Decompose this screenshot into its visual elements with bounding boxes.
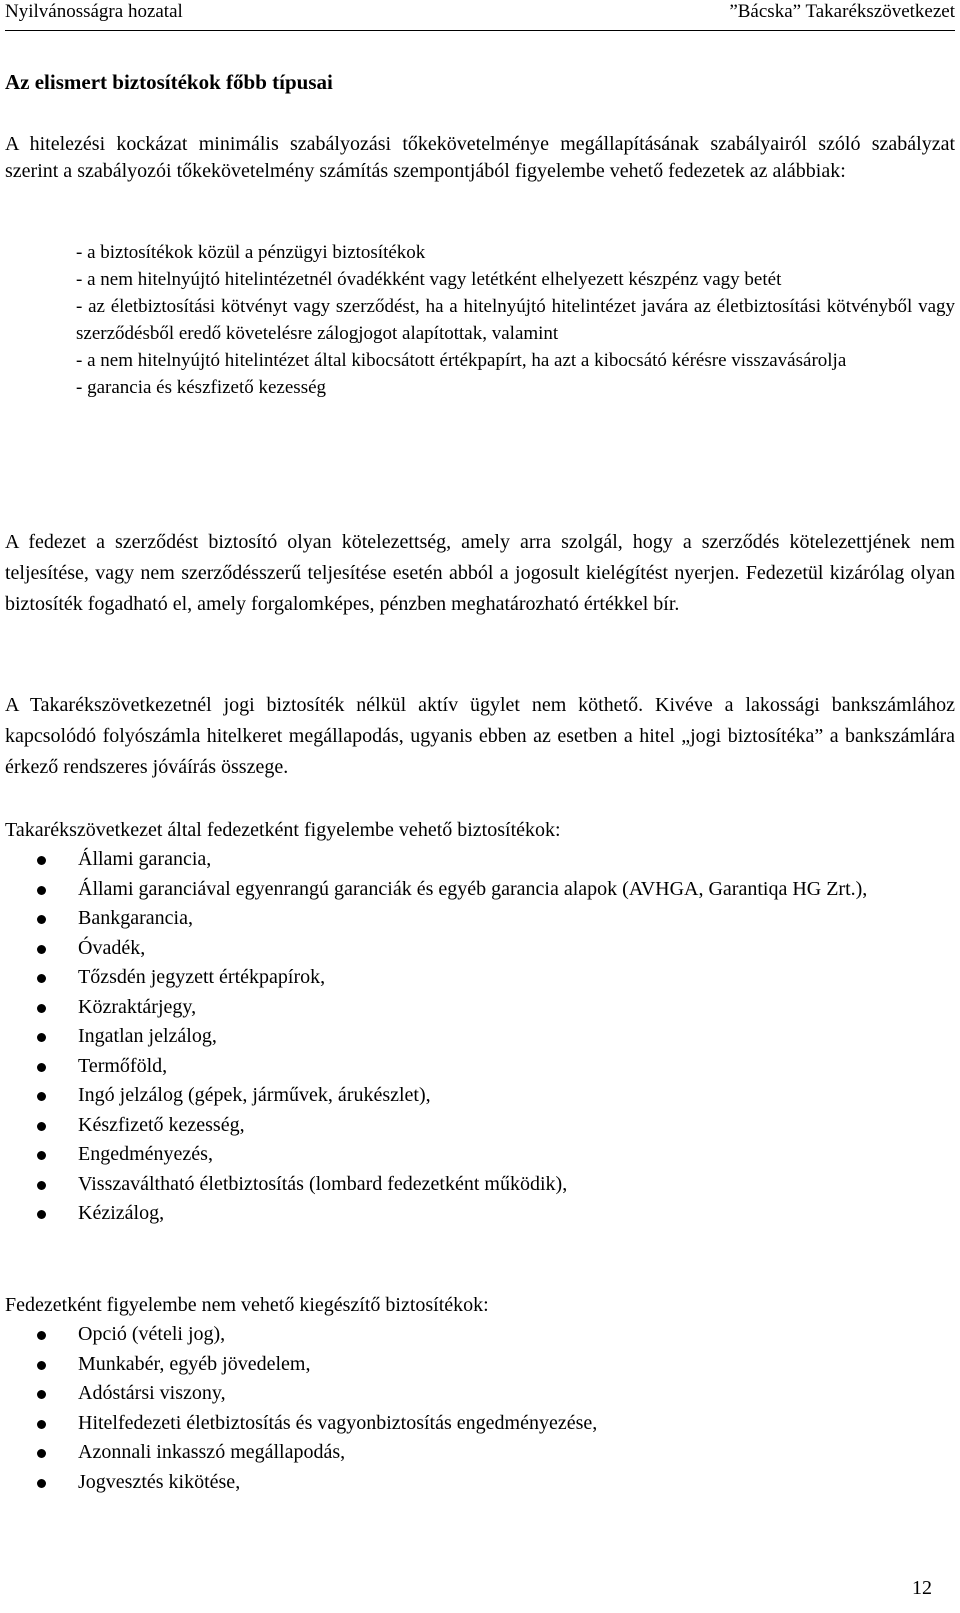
bullet-icon — [37, 1092, 46, 1101]
list-item-text: Hitelfedezeti életbiztosítás és vagyonbiztosítás engedményezése, — [78, 1411, 598, 1434]
list-item — [5, 1052, 955, 1082]
list-item-text: Állami garancia, — [78, 848, 212, 870]
bullet-icon — [37, 1122, 46, 1131]
dash-item: - a nem hitelnyújtó hitelintézetnél óvadékként vagy letétként elhelyezett készpénz vagy betét — [76, 269, 782, 290]
list-item-text: Munkabér, egyéb jövedelem, — [78, 1352, 311, 1375]
list-item-text: Opció (vételi jog), — [78, 1323, 226, 1345]
list-item — [5, 1199, 955, 1229]
bullet-icon — [37, 1033, 46, 1042]
intro-paragraph: A hitelezési kockázat minimális szabályozási tőkekövetelménye megállapításának szabályairól szóló szabályzat szerint a szabályozói tőkekövetelmény számítás szempontjából figyelembe vehető fedezetek az alábbiak: — [5, 133, 955, 182]
list-item — [5, 1379, 955, 1409]
bullet-icon — [37, 915, 46, 924]
list-item-text: Azonnali inkasszó megállapodás, — [78, 1441, 346, 1463]
list-item-text: Bankgarancia, — [78, 907, 193, 929]
list-item-text: Adóstársi viszony, — [78, 1382, 226, 1404]
list-item — [5, 993, 955, 1023]
bullet-icon — [37, 1331, 46, 1340]
list-item-text: Termőföld, — [78, 1054, 168, 1077]
list-item-text: Állami garanciával egyenrangú garanciák és egyéb garancia alapok (AVHGA, Garantiqa HG Zrt.), — [78, 877, 868, 900]
bullet-icon — [37, 1004, 46, 1013]
list-item — [5, 934, 955, 964]
list-item — [5, 1111, 955, 1141]
list-item — [5, 845, 955, 875]
dash-item: - az életbiztosítási kötvényt vagy szerződést, ha a hitelnyújtó hitelintézet javára az életbiztosítási kötvényből vagy szerződésből eredő követelésre zálogjogot alapítottak, valamint — [76, 296, 955, 344]
list-item-text: Engedményezés, — [78, 1143, 213, 1165]
jogi-biztositek-paragraph: A Takarékszövetkezetnél jogi biztosíték nélkül aktív ügylet nem köthető. Kivéve a lakossági bankszámlához kapcsolódó folyószámla hitelkeret megállapodás, ugyanis ebben az esetben a hitel „jogi biztosítéka” a bankszámlára érkező rendszeres jóváírás összege. — [5, 694, 955, 778]
section-title: Az elismert biztosítékok főbb típusai — [5, 70, 333, 94]
bullet-icon — [37, 1449, 46, 1458]
list-item — [5, 1438, 955, 1468]
list-item-text: Óvadék, — [78, 936, 146, 959]
bullet-icon — [37, 974, 46, 983]
header-right: ”Bácska” Takarékszövetkezet — [729, 1, 955, 22]
list-item — [5, 1350, 955, 1380]
list-item-text: Jogvesztés kikötése, — [78, 1470, 241, 1493]
supplementary-collateral-list — [5, 1320, 955, 1497]
bullet-icon — [37, 945, 46, 954]
bullet-icon — [37, 1210, 46, 1219]
bullet-icon — [37, 1181, 46, 1190]
list-item — [5, 1140, 955, 1170]
list-item-text: Ingatlan jelzálog, — [78, 1025, 217, 1047]
dash-item: - a biztosítékok közül a pénzügyi biztosítékok — [76, 242, 426, 263]
list-item — [5, 875, 955, 905]
list-item — [5, 1409, 955, 1439]
list-item — [5, 1468, 955, 1498]
page-number: 12 — [912, 1577, 932, 1599]
list-item-text: Készfizető kezesség, — [78, 1113, 245, 1136]
bullet-icon — [37, 1063, 46, 1072]
supplementary-collateral-heading: Fedezetként figyelembe nem vehető kiegészítő biztosítékok: — [5, 1294, 489, 1316]
bullet-icon — [37, 886, 46, 895]
list-item-text: Ingó jelzálog (gépek, járművek, árukészlet), — [78, 1084, 431, 1106]
list-item — [5, 904, 955, 934]
collateral-dash-list — [76, 239, 955, 401]
list-item-text: Közraktárjegy, — [78, 995, 197, 1018]
dash-item: - a nem hitelnyújtó hitelintézet által kibocsátott értékpapírt, ha azt a kibocsátó kérésre visszavásárolja — [76, 350, 847, 371]
page-header — [5, 0, 955, 31]
list-item — [5, 1022, 955, 1052]
accepted-collateral-heading: Takarékszövetkezet által fedezetként figyelembe vehető biztosítékok: — [5, 819, 561, 841]
list-item — [5, 1081, 955, 1111]
fedezet-paragraph: A fedezet a szerződést biztosító olyan kötelezettség, amely arra szolgál, hogy a szerződés kötelezettjének nem teljesítése, vagy nem szerződésszerű teljesítése esetén abból a jogosult kielégítést nyerjen. Fedezetül kizárólag olyan biztosíték fogadható el, amely forgalomképes, pénzben meghatározható értékkel bír. — [5, 531, 955, 615]
bullet-icon — [37, 1390, 46, 1399]
bullet-icon — [37, 1479, 46, 1488]
list-item-text: Visszaváltható életbiztosítás (lombard fedezetként működik), — [78, 1172, 568, 1195]
accepted-collateral-list — [5, 845, 955, 1229]
list-item — [5, 1170, 955, 1200]
bullet-icon — [37, 1361, 46, 1370]
list-item — [5, 963, 955, 993]
list-item — [5, 1320, 955, 1350]
bullet-icon — [37, 1151, 46, 1160]
header-left: Nyilvánosságra hozatal — [5, 1, 183, 22]
bullet-icon — [37, 856, 46, 865]
dash-item: - garancia és készfizető kezesség — [76, 377, 327, 398]
list-item-text: Tőzsdén jegyzett értékpapírok, — [78, 966, 326, 988]
bullet-icon — [37, 1420, 46, 1429]
list-item-text: Kézizálog, — [78, 1202, 165, 1224]
